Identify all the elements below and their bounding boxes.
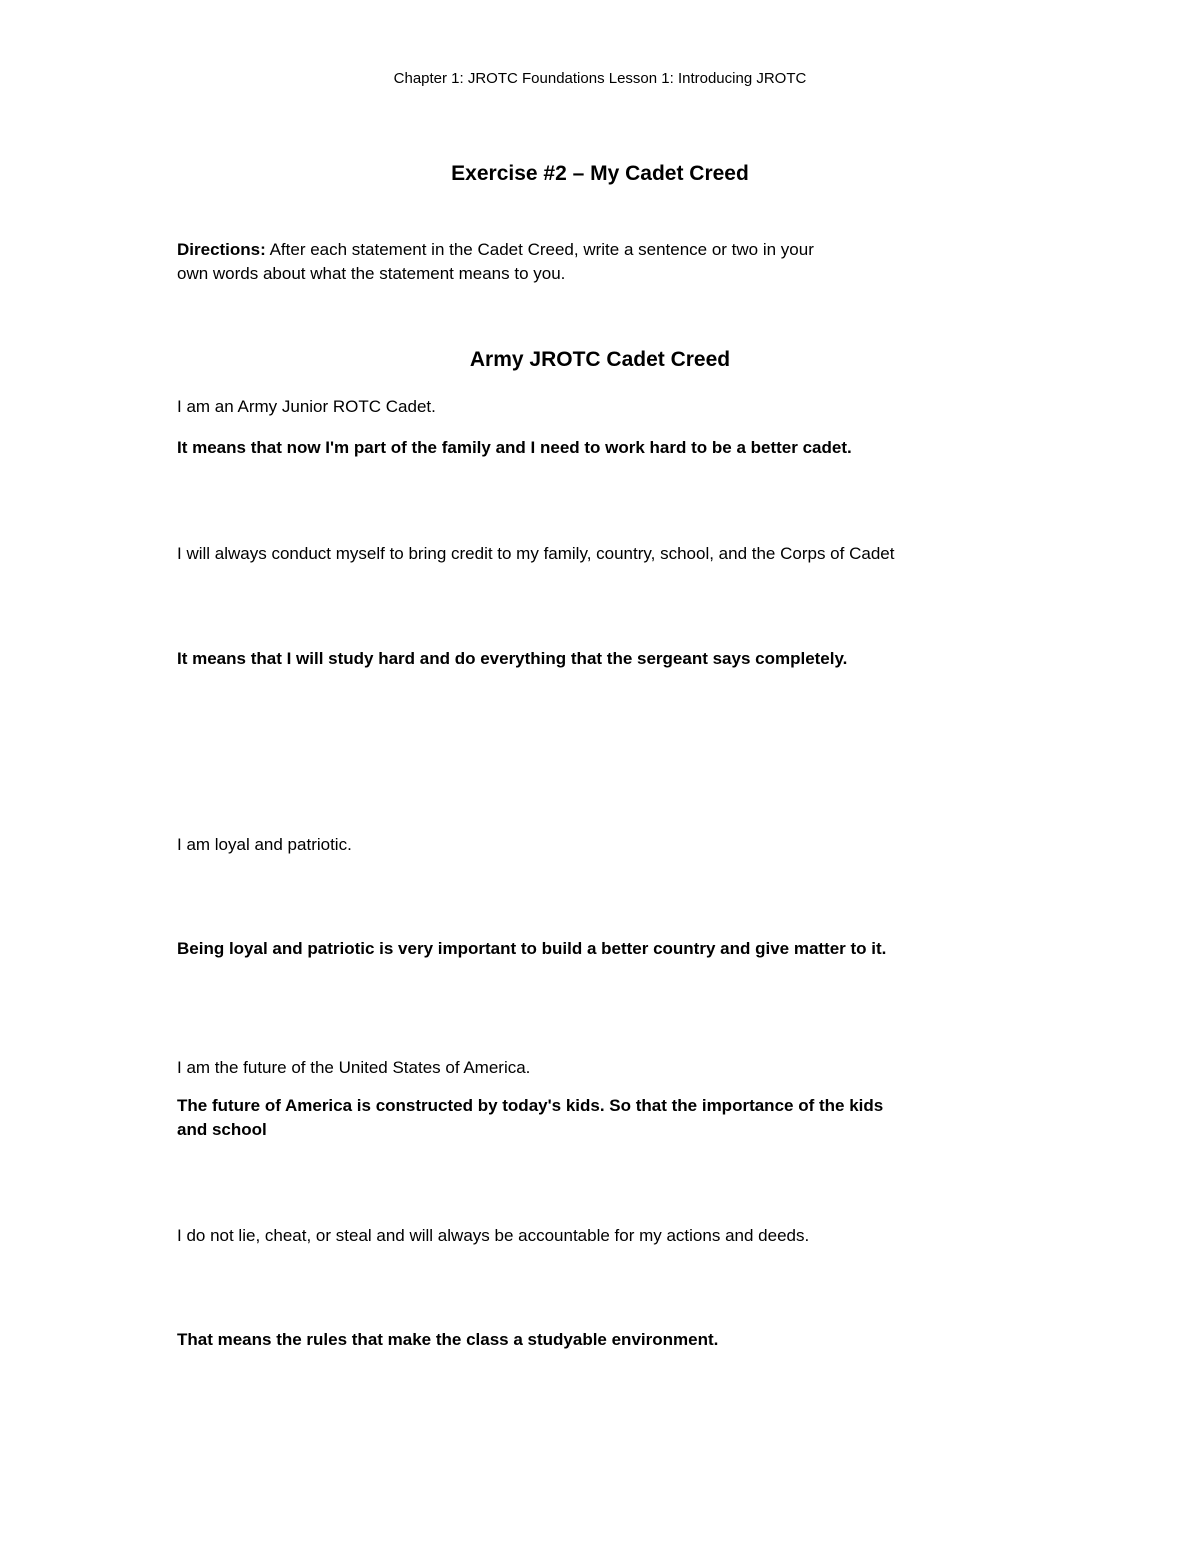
creed-response-3: Being loyal and patriotic is very important to build a better country and give matter to it. [177, 939, 887, 958]
creed-statement-5: I do not lie, cheat, or steal and will always be accountable for my actions and deeds. [177, 1226, 810, 1245]
directions [177, 238, 937, 286]
directions-text-line1: After each statement in the Cadet Creed, write a sentence or two in your [269, 240, 814, 259]
creed-response-1: It means that now I'm part of the family and I need to work hard to be a better cadet. [177, 438, 852, 457]
directions-label: Directions: [177, 240, 266, 259]
creed-title: Army JROTC Cadet Creed [469, 348, 731, 371]
exercise-title: Exercise #2 – My Cadet Creed [451, 162, 749, 185]
directions-text-line2: own words about what the statement means to you. [177, 264, 566, 283]
creed-response-4-line1: The future of America is constructed by today's kids. So that the importance of the kids [177, 1096, 884, 1115]
creed-response-4 [177, 1094, 883, 1142]
creed-statement-2: I will always conduct myself to bring credit to my family, country, school, and the Corps of Cadet [177, 544, 895, 563]
creed-statement-4: I am the future of the United States of America. [177, 1058, 531, 1077]
page-header: Chapter 1: JROTC Foundations Lesson 1: Introducing JROTC [393, 70, 807, 87]
creed-response-2: It means that I will study hard and do everything that the sergeant says completely. [177, 649, 848, 668]
creed-statement-1: I am an Army Junior ROTC Cadet. [177, 397, 436, 416]
creed-statement-3: I am loyal and patriotic. [177, 835, 352, 854]
creed-response-5: That means the rules that make the class a studyable environment. [177, 1330, 719, 1349]
creed-response-4-line2: and school [177, 1120, 267, 1139]
